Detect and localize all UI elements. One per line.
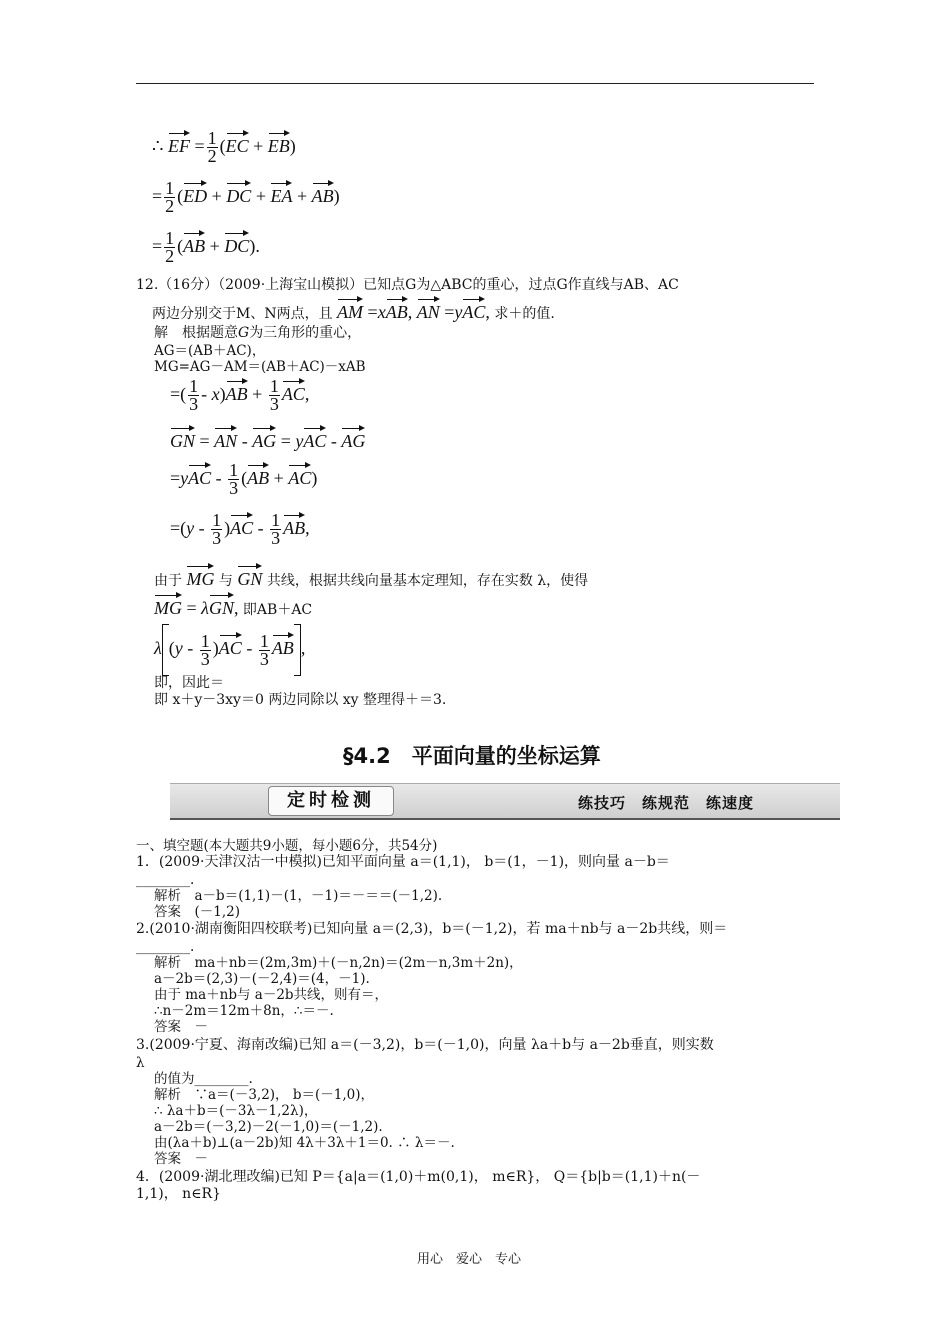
question-2-analysis-3: 由于 ma＋nb与 a－2b共线，则有＝， (154, 987, 389, 1003)
formula-gn: GN = AN - AG = yAC - AG (170, 425, 365, 452)
banner-slogan: 练技巧 练规范 练速度 (577, 794, 754, 812)
question-1: 1．(2009·天津汉沽一中模拟)已知平面向量 a＝(1,1)， b＝(1，－1)，则向量 a－b＝ (136, 854, 670, 870)
formula-ef-line3: = $\frac{1}{2}$ (AB + DC). (152, 228, 260, 267)
question-2-analysis-2: a－2b＝(2,3)－(－2,4)＝(4，－1). (154, 971, 370, 987)
question-3-analysis-4: 由(λa＋b)⊥(a－2b)知 4λ＋3λ＋1＝0. ∴ λ＝－. (154, 1135, 455, 1151)
question-3-tail: 的值为________. (154, 1071, 253, 1087)
solution-final: 即 x＋y－3xy＝0 两边同除以 xy 整理得＋＝3. (154, 692, 447, 708)
solution-mg: MG=AG－AM＝(AB＋AC)－xAB (154, 359, 366, 375)
question-1-analysis: 解析 a－b＝(1,1)－(1，－1)＝－＝＝(－1,2). (154, 888, 443, 904)
question-4-line2: 1,1)， n∈R} (136, 1186, 222, 1202)
banner-tab-label: 定时检测 (268, 786, 394, 816)
question-3: 3.(2009·宁夏、海南改编)已知 a＝(－3,2)，b＝(－1,0)，向量 λa＋b与 a－2b垂直，则实数 (136, 1037, 714, 1053)
timed-test-banner (170, 783, 840, 820)
formula-gn-line2: =yAC - $\frac{1}{3}$ (AB + AC) (170, 460, 318, 499)
page-footer: 用心 爱心 专心 (417, 1252, 522, 1267)
question-2-analysis-4: ∴n－2m＝12m＋8n，∴＝－. (154, 1003, 334, 1019)
solution-therefore: 即，因此＝ (154, 675, 224, 691)
exercise-header: 一、填空题(本大题共9小题，每小题6分，共54分) (136, 838, 438, 854)
problem-12-statement-line2: 两边分别交于M、N两点，且 AM =xAB, AN =yAC, 求＋的值. (152, 296, 555, 323)
solution-ag: AG＝(AB＋AC)， (154, 343, 266, 359)
section-title: §4.2 平面向量的坐标运算 (343, 744, 601, 768)
question-4-line1: 4．(2009·湖北理改编)已知 P＝{a|a＝(1,0)＋m(0,1)， m∈R}， Q＝{b|b＝(1,1)＋n(－ (136, 1169, 701, 1185)
solution-intro: 解 根据题意G为三角形的重心， (154, 325, 362, 341)
formula-gn-line3: =(y - $\frac{1}{3}$ )AC - $\frac{1}{3}$ AB, (170, 510, 310, 549)
question-3-analysis-2: ∴ λa＋b＝(－3λ－1,2λ)， (154, 1103, 318, 1119)
header-rule (136, 83, 814, 84)
formula-lambda-bracket: λ (y - $\frac{1}{3}$ )AC - $\frac{1}{3}$ AB , (154, 624, 305, 676)
formula-ef-line2: = $\frac{1}{2}$ (ED + DC + EA + AB) (152, 178, 340, 217)
question-1-blank: ________. (136, 872, 195, 888)
formula-ef-line1: ∴ EF = $\frac{1}{2}$ (EC + EB) (152, 128, 296, 167)
collinear-statement: 由于 MG 与 GN 共线，根据共线向量基本定理知，存在实数 λ，使得 (154, 563, 588, 590)
question-3-lambda: λ (136, 1055, 145, 1071)
question-2: 2.(2010·湖南衡阳四校联考)已知向量 a＝(2,3)，b＝(－1,2)，若 ma＋nb与 a－2b共线，则＝ (136, 921, 728, 937)
question-2-answer: 答案 － (154, 1019, 208, 1035)
formula-mg-lambda: MG = λGN, 即AB＋AC (154, 592, 312, 619)
question-3-analysis-1: 解析 ∵a＝(－3,2)， b＝(－1,0)， (154, 1087, 374, 1103)
question-3-answer: 答案 － (154, 1151, 208, 1167)
question-1-answer: 答案 (－1,2) (154, 904, 241, 920)
formula-mg-result: =( $\frac{1}{3}$ - x)AB + $\frac{1}{3}$ AC, (170, 376, 310, 415)
question-2-blank: ________. (136, 939, 195, 955)
question-3-analysis-3: a－2b＝(－3,2)－2(－1,0)＝(－1,2). (154, 1119, 383, 1135)
problem-12-statement: 12.（16分）（2009·上海宝山模拟）已知点G为△ABC的重心，过点G作直线与AB、AC (136, 277, 679, 293)
question-2-analysis-1: 解析 ma＋nb＝(2m,3m)＋(－n,2n)＝(2m－n,3m＋2n)， (154, 955, 523, 971)
